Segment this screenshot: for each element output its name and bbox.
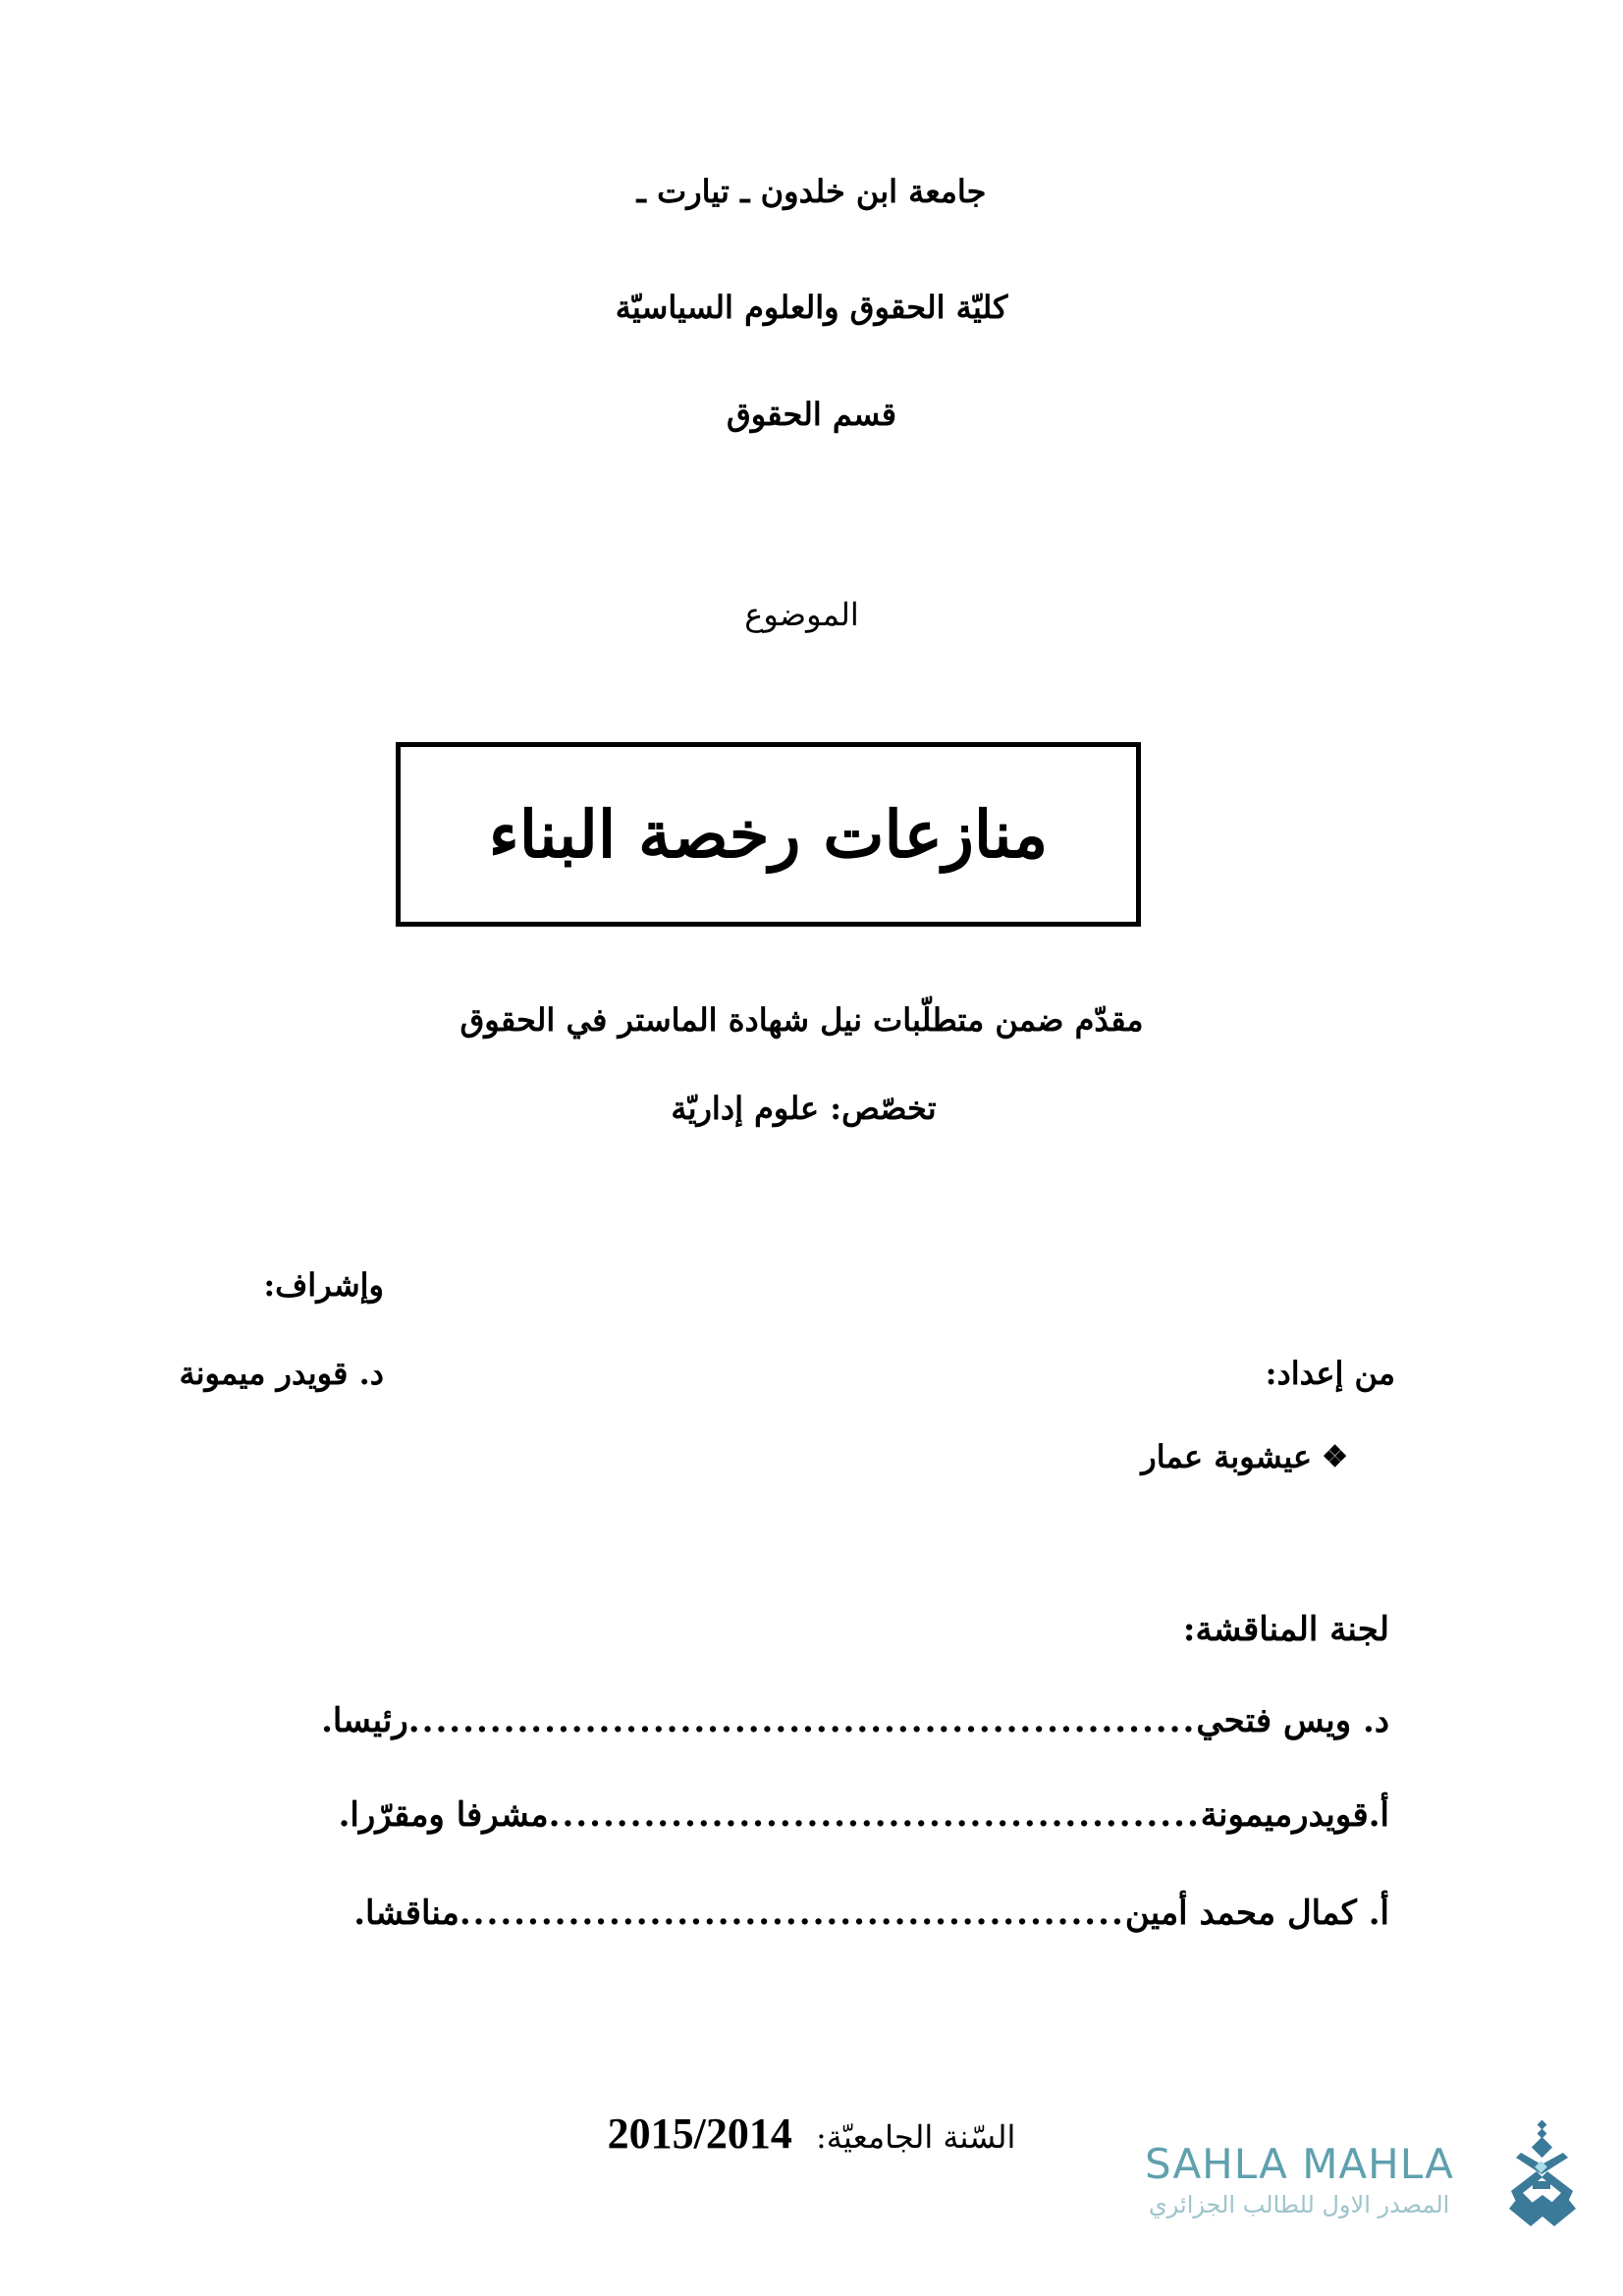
supervisor-name: د. قويدر ميمونة — [179, 1355, 384, 1392]
faculty-name: كليّة الحقوق والعلوم السياسيّة — [615, 289, 1008, 326]
watermark-brand: SAHLA MAHLA — [1145, 2140, 1454, 2188]
committee-member-row — [339, 1795, 1389, 1835]
specialization: تخصّص: علوم إداريّة — [671, 1090, 937, 1127]
committee-member-name: أ.قويدرميمونة — [1200, 1795, 1389, 1835]
student-item — [1141, 1438, 1348, 1475]
committee-member-name: أ. كمال محمد أمين — [1124, 1894, 1389, 1933]
leader-dots: .......................................................... — [407, 1701, 1197, 1740]
leader-dots: ................................................. — [459, 1894, 1125, 1933]
student-name: عيشوبة عمار — [1141, 1438, 1313, 1475]
committee-label: لجنة المناقشة: — [1182, 1610, 1389, 1649]
committee-member-row — [321, 1701, 1389, 1740]
sahla-mahla-logo-icon — [1507, 2120, 1623, 2228]
committee-member-role: مشرفا ومقرّرا. — [338, 1795, 549, 1835]
committee-member-role: مناقشا. — [353, 1894, 460, 1933]
university-name: جامعة ابن خلدون ـ تيارت ـ — [636, 173, 987, 210]
diamond-bullet-icon: ❖ — [1322, 1439, 1348, 1474]
sahla-mahla-watermark — [1139, 2120, 1623, 2228]
academic-year-value: 2015/2014 — [607, 2109, 792, 2158]
committee-member-role: رئيسا. — [321, 1701, 408, 1740]
committee-member-row — [353, 1894, 1389, 1933]
committee-member-name: د. ويس فتحي — [1196, 1701, 1389, 1740]
thesis-title: منازعات رخصة البناء — [488, 796, 1049, 873]
academic-year-label: السّنة الجامعيّة: — [816, 2118, 1016, 2156]
supervision-label: وإشراف: — [263, 1266, 384, 1304]
subject-label: الموضوع — [744, 596, 859, 633]
leader-dots: ................................................ — [548, 1795, 1201, 1835]
prepared-by-label: من إعداد: — [1265, 1355, 1395, 1392]
degree-statement: مقدّم ضمن متطلّبات نيل شهادة الماستر في الحقوق — [460, 1001, 1144, 1039]
thesis-title-box — [396, 742, 1141, 927]
watermark-tagline: المصدر الاول للطالب الجزائري — [1149, 2191, 1450, 2218]
department-name: قسم الحقوق — [726, 396, 897, 433]
